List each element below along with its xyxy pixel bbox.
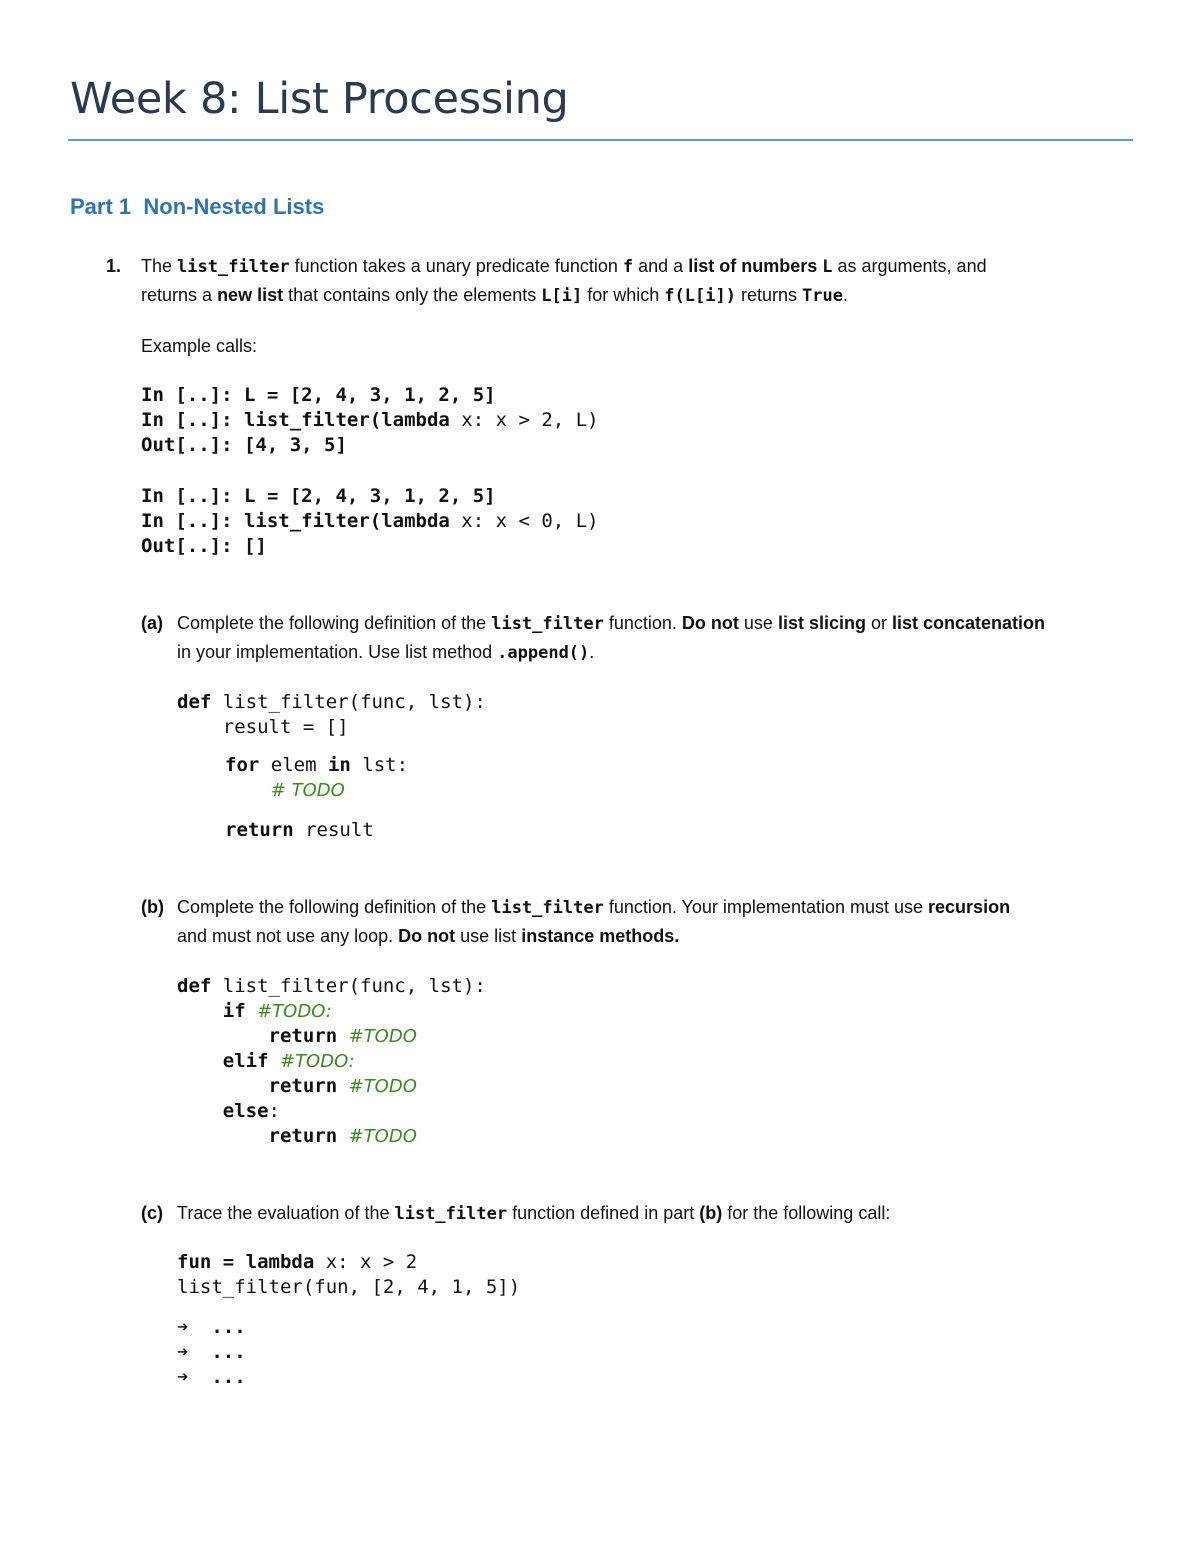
qc-function-name: list_filter <box>394 1204 508 1224</box>
qa-line-1 <box>177 609 1045 639</box>
arrow-icon: ➔ <box>177 1341 189 1363</box>
code-keyword: return <box>268 1025 338 1047</box>
code-line: list_filter(fun, [2, 4, 1, 5]) <box>177 1276 521 1298</box>
todo-comment: #TODO: <box>257 1001 332 1022</box>
q1-text: that contains only the elements <box>288 285 537 305</box>
code-line: Out[..]: [4, 3, 5] <box>141 434 347 456</box>
q1-expr-fli: f(L[i]) <box>664 286 736 306</box>
code-keyword: elif <box>222 1050 269 1072</box>
qb-bold: Do not <box>398 926 456 946</box>
code-keyword: lambda <box>381 409 450 431</box>
q1-var-L: L <box>822 257 833 277</box>
example-label: Example calls: <box>141 336 258 356</box>
qb-line-1 <box>177 893 1010 923</box>
subquestion-marker-a: (a) <box>141 613 163 633</box>
code-keyword: return <box>268 1075 338 1097</box>
qa-text: Complete the following definition of the <box>177 613 487 633</box>
qb-function-name: list_filter <box>491 898 604 918</box>
arrow-icon: ➔ <box>177 1366 189 1388</box>
q1-text: as arguments, and <box>837 256 987 276</box>
code-part: result <box>293 819 374 841</box>
qb-text: use list <box>460 926 517 946</box>
q1-bold-list-of-numbers: list of numbers <box>688 256 818 276</box>
qc-text: for the following call: <box>727 1203 891 1223</box>
code-keyword: def <box>177 975 212 997</box>
code-block-a-2 <box>225 753 408 803</box>
code-keyword: if <box>222 1000 246 1022</box>
qa-method: .append() <box>497 643 590 663</box>
subquestion-marker-b: (b) <box>141 897 164 917</box>
q1-bold-new-list: new list <box>217 285 284 305</box>
code-block-c <box>177 1250 520 1300</box>
code-keyword: lambda <box>381 510 450 532</box>
subquestion-marker-c: (c) <box>141 1203 163 1223</box>
part-label: Part 1 <box>70 194 132 219</box>
page-title: Week 8: List Processing <box>70 74 569 124</box>
trace-dots: ... <box>211 1366 246 1388</box>
question-number: 1. <box>106 256 122 276</box>
code-block-a-1 <box>177 690 486 740</box>
code-part: : <box>268 1100 280 1122</box>
code-line: In [..]: L = [2, 4, 3, 1, 2, 5] <box>141 485 496 507</box>
q1-text: The <box>141 256 173 276</box>
part-name: Non-Nested Lists <box>143 194 325 219</box>
qb-text: Complete the following definition of the <box>177 897 487 917</box>
code-part: In [..]: list_filter( <box>141 510 382 532</box>
code-line: Out[..]: [] <box>141 535 267 557</box>
trace-steps <box>177 1315 246 1390</box>
code-keyword: def <box>177 691 212 713</box>
code-keyword: lambda <box>245 1251 315 1273</box>
qa-text: use <box>743 613 773 633</box>
q1-text: for which <box>587 285 660 305</box>
q1-function-name: list_filter <box>177 257 290 277</box>
todo-comment: #TODO <box>348 1076 417 1097</box>
q1-expr-li: L[i] <box>541 286 583 306</box>
code-part: x: x < 0, L) <box>449 510 599 532</box>
qb-bold: instance methods. <box>521 926 680 946</box>
qa-text: function. <box>608 613 677 633</box>
trace-dots: ... <box>211 1316 246 1338</box>
code-part: x: x > 2, L) <box>449 409 599 431</box>
code-line <box>141 409 599 431</box>
qa-bold: list concatenation <box>892 613 1046 633</box>
q1-text: returns <box>740 285 797 305</box>
code-keyword: return <box>268 1125 338 1147</box>
qa-text: . <box>589 642 595 662</box>
example-block-1 <box>141 383 599 458</box>
q1-var-f: f <box>622 257 634 277</box>
code-part: elem <box>259 754 328 776</box>
code-line: In [..]: L = [2, 4, 3, 1, 2, 5] <box>141 384 496 406</box>
qb-bold: recursion <box>928 897 1011 917</box>
code-keyword: else <box>222 1100 269 1122</box>
todo-comment: #TODO <box>348 1026 417 1047</box>
code-part: list_filter(func, lst): <box>211 691 486 713</box>
q1-true: True <box>802 286 843 306</box>
qc-text: Trace the evaluation of the <box>177 1203 390 1223</box>
code-keyword: in <box>327 754 351 776</box>
qa-function-name: list_filter <box>491 614 604 634</box>
code-keyword: return <box>225 819 294 841</box>
qb-text: and must not use any loop. <box>177 926 394 946</box>
code-line: result = [] <box>222 716 349 738</box>
qc-text: function defined in part <box>512 1203 695 1223</box>
q1-text: and a <box>638 256 684 276</box>
q1-text: returns a <box>141 285 213 305</box>
code-part: In [..]: list_filter( <box>141 409 382 431</box>
qa-text: or <box>870 613 887 633</box>
todo-comment: #TODO <box>348 1126 417 1147</box>
qc-bold: (b) <box>699 1203 723 1223</box>
q1-line-1 <box>141 252 987 282</box>
qb-text: function. Your implementation must use <box>608 897 924 917</box>
code-part: fun = <box>177 1251 246 1273</box>
code-part: x: x > 2 <box>314 1251 418 1273</box>
example-block-2 <box>141 484 599 559</box>
qa-bold: list slicing <box>777 613 866 633</box>
qb-line-2 <box>177 922 679 951</box>
code-line <box>141 510 599 532</box>
trace-dots: ... <box>211 1341 246 1363</box>
title-underline <box>68 139 1133 141</box>
qa-bold: Do not <box>681 613 739 633</box>
todo-comment: # TODO <box>270 780 345 801</box>
todo-comment: #TODO: <box>279 1051 355 1072</box>
code-block-b <box>177 974 486 1149</box>
q1-line-2 <box>141 281 848 311</box>
code-part: lst: <box>350 754 409 776</box>
q1-text: . <box>842 285 848 305</box>
code-keyword: for <box>225 754 260 776</box>
code-block-a-3 <box>225 818 374 843</box>
code-part: list_filter(func, lst): <box>211 975 486 997</box>
qa-line-2 <box>177 638 594 668</box>
qa-text: in your implementation. Use list method <box>177 642 493 662</box>
qc-line-1 <box>177 1199 890 1229</box>
q1-text: function takes a unary predicate function <box>294 256 618 276</box>
arrow-icon: ➔ <box>177 1316 189 1338</box>
part-heading <box>70 194 324 220</box>
